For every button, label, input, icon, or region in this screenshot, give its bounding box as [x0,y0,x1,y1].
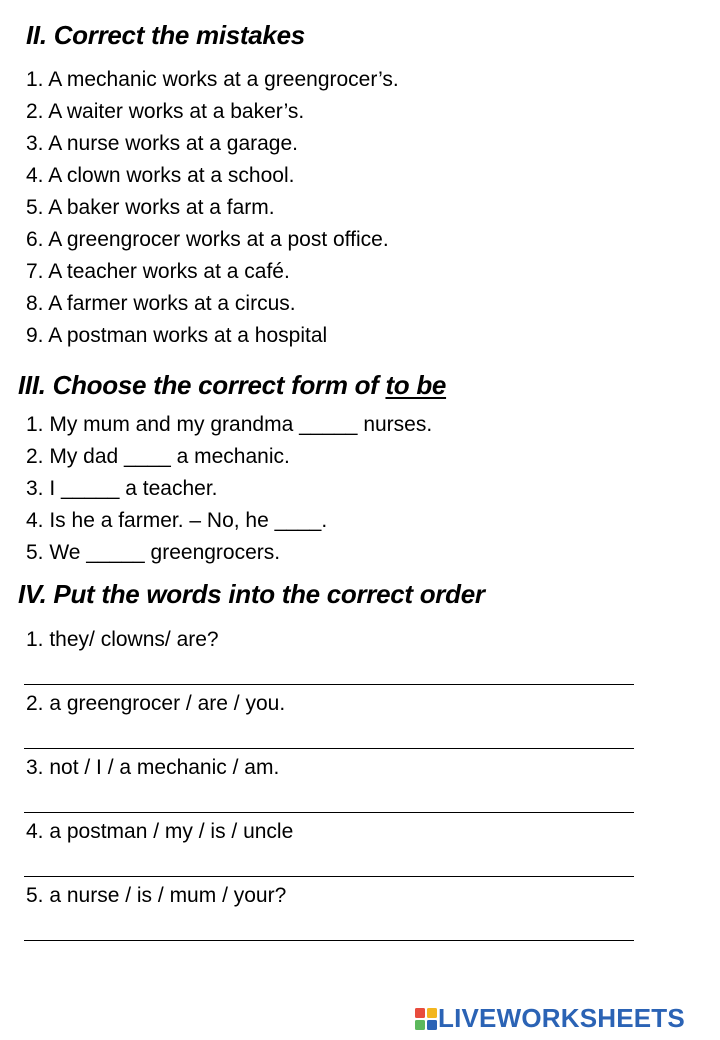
answer-line-2[interactable] [24,748,634,749]
section-4-item-5: 5. a nurse / is / mum / your? [26,884,287,907]
section-4-item-3: 3. not / I / a mechanic / am. [26,756,280,779]
logo-blocks-icon [414,1007,438,1031]
section-2-item-7: 7. A teacher works at a café. [26,260,290,283]
section-2-item-9: 9. A postman works at a hospital [26,324,328,347]
answer-line-4[interactable] [24,876,634,877]
section-2-item-8: 8. A farmer works at a circus. [26,292,296,315]
section-3-item-1: 1. My mum and my grandma _____ nurses. [26,413,433,436]
section-3-title-prefix: III. Choose the correct form of [18,370,386,400]
answer-line-1[interactable] [24,684,634,685]
logo-text: LIVEWORKSHEETS [438,1003,685,1033]
answer-line-3[interactable] [24,812,634,813]
section-4-item-4: 4. a postman / my / is / uncle [26,820,294,843]
section-2-item-3: 3. A nurse works at a garage. [26,132,298,155]
section-2-item-4: 4. A clown works at a school. [26,164,295,187]
answer-line-5[interactable] [24,940,634,941]
section-2-item-5: 5. A baker works at a farm. [26,196,275,219]
section-3-title [18,370,446,401]
section-3-item-5: 5. We _____ greengrocers. [26,541,281,564]
section-2-item-2: 2. A waiter works at a baker’s. [26,100,305,123]
section-2-item-6: 6. A greengrocer works at a post office. [26,228,389,251]
section-4-title: IV. Put the words into the correct order [18,579,485,609]
section-3-item-3: 3. I _____ a teacher. [26,477,218,500]
section-3-item-2: 2. My dad ____ a mechanic. [26,445,290,468]
section-3-title-underlined: to be [385,370,447,400]
section-2-item-1: 1. A mechanic works at a greengrocer’s. [26,68,399,91]
section-4-item-1: 1. they/ clowns/ are? [26,628,219,651]
section-2-title: II. Correct the mistakes [26,20,305,50]
liveworksheets-logo [414,1003,685,1034]
section-4-item-2: 2. a greengrocer / are / you. [26,692,286,715]
section-3-item-4: 4. Is he a farmer. – No, he ____. [26,509,328,532]
